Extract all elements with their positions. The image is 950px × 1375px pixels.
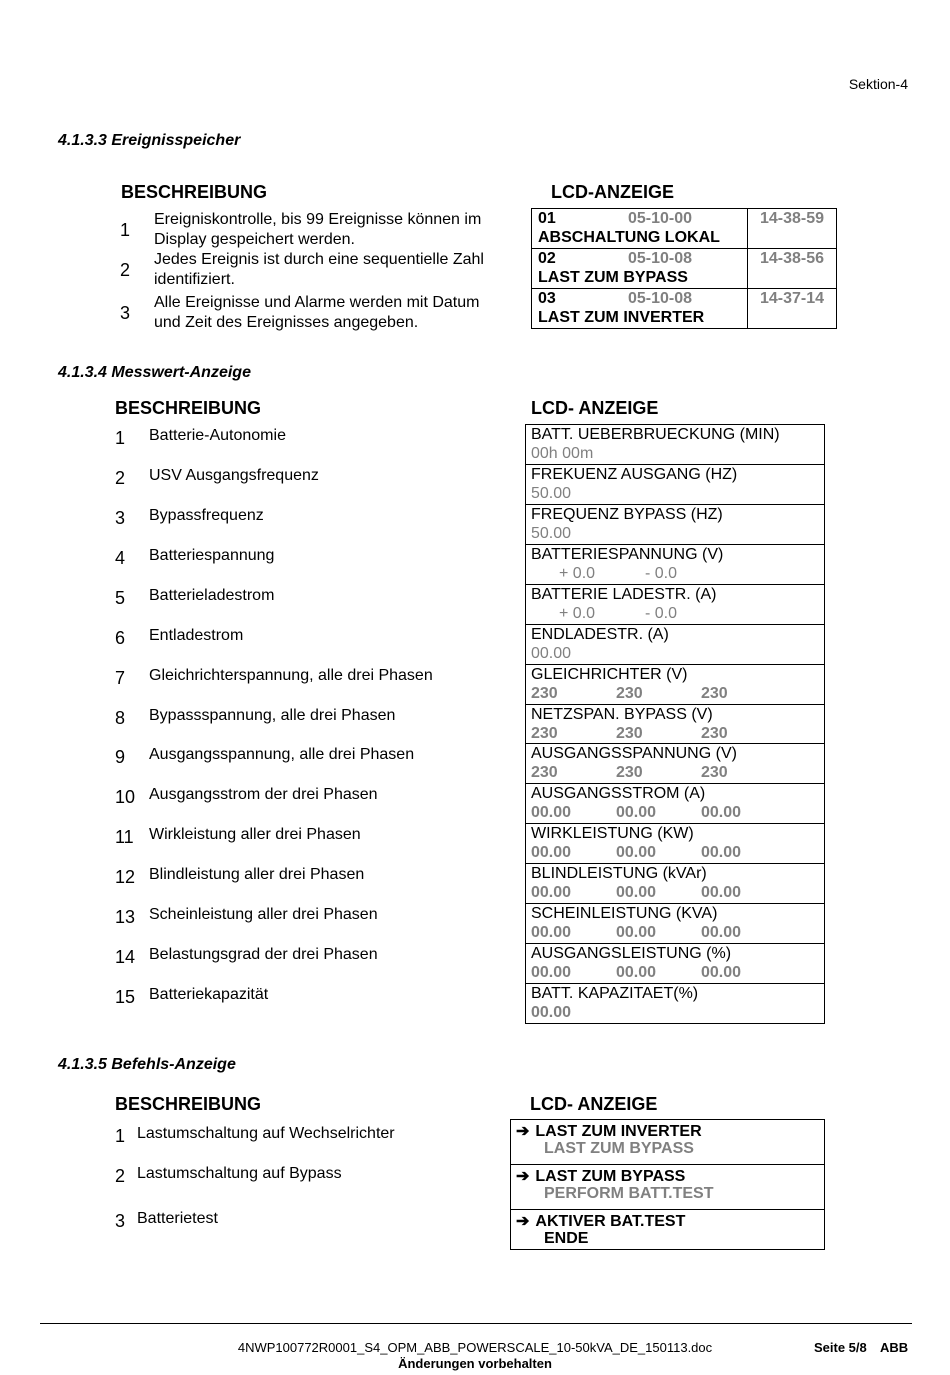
messwert-lcd-box (525, 983, 825, 1024)
messwert-item-description: Scheinleistung aller drei Phasen (149, 906, 378, 924)
ereignis-item-line2: Display gespeichert werden. (154, 231, 355, 248)
messwert-item-number: 12 (115, 867, 136, 888)
befehl-description-list (115, 1124, 505, 1264)
befehl-item-description: Batterietest (137, 1210, 218, 1227)
messwert-lcd-value: 230 (531, 684, 558, 702)
messwert-lcd-value: 00.00 (701, 844, 742, 862)
befehl-lcd-line1 (516, 1121, 702, 1141)
arrow-right-icon: ➔ (516, 1213, 530, 1230)
messwert-item-number: 10 (115, 787, 136, 808)
messwert-lcd-box (525, 424, 825, 464)
messwert-lcd-value: 00h 00m (531, 445, 594, 462)
messwert-item-number: 8 (115, 707, 126, 728)
befehl-lcd-line2: PERFORM BATT.TEST (544, 1185, 714, 1202)
messwert-lcd-value: 50.00 (531, 484, 572, 502)
ereignis-lcd-line1 (538, 249, 741, 268)
befehl-item-number: 3 (115, 1211, 126, 1231)
messwert-lcd-value: 00.00 (701, 924, 742, 942)
befehl-lcd-box (510, 1164, 825, 1209)
messwert-lcd-value: 230 (701, 724, 728, 742)
ereignis-lcd-date: 05-10-08 (628, 290, 693, 307)
messwert-item-description: Gleichrichterspannung, alle drei Phasen (149, 666, 433, 684)
messwert-lcd-value: 00.00 (531, 884, 572, 902)
messwert-item-description: Blindleistung aller drei Phasen (149, 866, 365, 884)
messwert-lcd-value: 00.00 (616, 924, 657, 942)
befehl-lcd-line2: LAST ZUM BYPASS (544, 1140, 694, 1157)
befehl-item-description: Lastumschaltung auf Bypass (137, 1165, 342, 1182)
messwert-item (115, 945, 505, 985)
ereignis-item-line1: Jedes Ereignis ist durch eine sequentielle Zahl (154, 251, 484, 268)
messwert-item-description: Batterieladestrom (149, 586, 275, 604)
messwert-item (115, 666, 505, 706)
messwert-item-description: Ausgangsspannung, alle drei Phasen (149, 746, 415, 764)
messwert-lcd-box (525, 664, 825, 704)
befehl-item-number: 1 (115, 1126, 126, 1146)
messwert-item-number: 6 (115, 627, 126, 648)
befehl-lcd-command: LAST ZUM INVERTER (535, 1123, 702, 1140)
ereignis-item-line2: und Zeit des Ereignisses angegeben. (154, 314, 419, 331)
messwert-item (115, 745, 505, 785)
ereignis-lcd-time: 14-37-14 (748, 289, 837, 329)
arrow-right-icon: ➔ (516, 1168, 530, 1185)
messwert-lcd-value: 00.00 (616, 804, 657, 822)
messwert-lcd-title: BLINDLEISTUNG (kVAr) (531, 865, 707, 883)
messwert-lcd-value: - 0.0 (645, 604, 678, 622)
befehl-lcd-line1 (516, 1211, 685, 1231)
messwert-item (115, 825, 505, 865)
ereignis-item (118, 250, 513, 290)
messwert-lcd-value: 00.00 (531, 844, 572, 862)
messwert-lcd-box (525, 704, 825, 744)
messwert-lcd-title: GLEICHRICHTER (V) (531, 665, 688, 683)
ereignis-lcd-main-cell (532, 209, 748, 249)
messwert-lcd-value: 00.00 (701, 804, 742, 822)
messwert-item-number: 11 (115, 827, 134, 848)
messwert-item (115, 706, 505, 746)
ereignis-item-line2: identifiziert. (154, 271, 235, 288)
messwert-lcd-box (525, 544, 825, 584)
ereignis-item-number: 1 (120, 220, 131, 240)
messwert-lcd-value: 00.00 (531, 644, 572, 662)
ereignis-lcd-table (531, 208, 837, 329)
ereignis-col-description: BESCHREIBUNG (121, 182, 268, 202)
footer-doc-name: 4NWP100772R0001_S4_OPM_ABB_POWERSCALE_10-50kVA_DE_150113.doc (237, 1340, 713, 1355)
messwert-lcd-title: BATT. UEBERBRUECKUNG (MIN) (531, 426, 780, 443)
befehl-lcd-box (510, 1119, 825, 1164)
messwert-item-description: Bypassspannung, alle drei Phasen (149, 706, 396, 724)
messwert-item (115, 466, 505, 506)
ereignis-lcd-line1 (538, 289, 741, 308)
messwert-lcd-title: FREKUENZ AUSGANG (HZ) (531, 465, 738, 483)
ereignis-lcd-time: 14-38-56 (748, 249, 837, 289)
messwert-lcd-title: AUSGANGSSPANNUNG (V) (531, 745, 737, 763)
messwert-lcd-value: 00.00 (531, 924, 572, 942)
ereignis-lcd-row (532, 249, 837, 289)
messwert-item-description: Ausgangsstrom der drei Phasen (149, 786, 378, 804)
ereignis-lcd-line1 (538, 209, 741, 228)
messwert-item-description: Bypassfrequenz (149, 506, 264, 524)
ereignis-item-line1: Ereigniskontrolle, bis 99 Ereignisse können im (154, 211, 482, 228)
messwert-item-description: USV Ausgangsfrequenz (149, 466, 319, 484)
footer-page: Seite 5/8 (814, 1340, 867, 1355)
befehl-col-lcd: LCD- ANZEIGE (530, 1094, 658, 1114)
messwert-lcd-title: BATT. KAPAZITAET(%) (531, 985, 699, 1003)
ereignis-lcd-time: 14-38-59 (748, 209, 837, 249)
messwert-lcd-value: 00.00 (616, 964, 657, 982)
ereignis-item-text (154, 250, 484, 290)
footer-divider (40, 1323, 912, 1324)
messwert-lcd-value: 230 (701, 684, 728, 702)
ereignis-lcd-text: LAST ZUM INVERTER (538, 309, 705, 326)
messwert-lcd-value: 230 (531, 764, 558, 782)
messwert-lcd-title: AUSGANGSSTROM (A) (531, 785, 706, 803)
messwert-lcd-value: + 0.0 (559, 564, 596, 582)
messwert-lcd-title: AUSGANGSLEISTUNG (%) (531, 945, 732, 963)
ereignis-item-number: 2 (120, 260, 131, 280)
heading-befehls-anzeige: 4.1.3.5 Befehls-Anzeige (58, 1056, 236, 1073)
ereignis-description-list (118, 210, 513, 335)
messwert-lcd-box (525, 823, 825, 863)
befehl-lcd-box (510, 1209, 825, 1250)
befehl-col-description: BESCHREIBUNG (115, 1094, 262, 1114)
messwert-lcd-value: 00.00 (531, 804, 572, 822)
messwert-item-description: Batteriespannung (149, 546, 275, 564)
ereignis-lcd-row (532, 209, 837, 249)
ereignis-item (118, 293, 513, 333)
messwert-item (115, 586, 505, 626)
messwert-item-description: Batteriekapazität (149, 986, 269, 1004)
messwert-lcd-box (525, 863, 825, 903)
messwert-lcd-title: SCHEINLEISTUNG (KVA) (531, 905, 718, 923)
messwert-col-description: BESCHREIBUNG (115, 398, 262, 418)
messwert-lcd-value: 00.00 (531, 1004, 572, 1022)
messwert-col-lcd: LCD- ANZEIGE (531, 398, 659, 418)
messwert-lcd-title: WIRKLEISTUNG (KW) (531, 825, 694, 843)
messwert-lcd-box (525, 464, 825, 504)
messwert-lcd-value: 230 (701, 764, 728, 782)
footer-brand: ABB (880, 1340, 909, 1355)
messwert-item (115, 626, 505, 666)
messwert-lcd-box (525, 584, 825, 624)
messwert-item-number: 3 (115, 507, 126, 528)
messwert-lcd-value: 00.00 (701, 964, 742, 982)
messwert-item-number: 5 (115, 587, 126, 608)
messwert-lcd-box (525, 624, 825, 664)
ereignis-lcd-main-cell (532, 289, 748, 329)
messwert-item (115, 426, 505, 466)
messwert-item (115, 985, 505, 1025)
messwert-lcd-title: BATTERIE LADESTR. (A) (531, 585, 717, 603)
ereignis-lcd-date: 05-10-08 (628, 250, 693, 267)
befehl-item-description: Lastumschaltung auf Wechselrichter (137, 1125, 395, 1142)
messwert-item-number: 2 (115, 467, 126, 488)
befehl-lcd-command: AKTIVER BAT.TEST (535, 1213, 686, 1230)
messwert-lcd-value: 230 (531, 724, 558, 742)
messwert-lcd-value: - 0.0 (645, 564, 678, 582)
messwert-lcd-value: 230 (616, 684, 643, 702)
messwert-lcd-title: FREQUENZ BYPASS (HZ) (531, 505, 723, 523)
messwert-lcd-title: BATTERIESPANNUNG (V) (531, 545, 724, 563)
messwert-item (115, 905, 505, 945)
messwert-lcd-value: + 0.0 (559, 604, 596, 622)
messwert-lcd-title: ENDLADESTR. (A) (531, 625, 669, 643)
messwert-item-number: 13 (115, 907, 136, 928)
messwert-item-number: 9 (115, 747, 126, 768)
messwert-lcd-value: 00.00 (701, 884, 742, 902)
messwert-lcd-value: 50.00 (531, 524, 572, 542)
messwert-item-number: 14 (115, 947, 136, 968)
ereignis-item-line1: Alle Ereignisse und Alarme werden mit Datum (154, 294, 480, 311)
messwert-lcd-box (525, 903, 825, 943)
messwert-lcd-value: 00.00 (616, 884, 657, 902)
messwert-item (115, 506, 505, 546)
ereignis-lcd-text: ABSCHALTUNG LOKAL (538, 229, 720, 246)
ereignis-item-text (154, 293, 479, 333)
ereignis-lcd-id: 01 (538, 210, 556, 227)
befehl-item-number: 2 (115, 1166, 126, 1186)
messwert-lcd-value: 00.00 (616, 844, 657, 862)
messwert-lcd-value: 230 (616, 724, 643, 742)
ereignis-col-lcd: LCD-ANZEIGE (551, 182, 674, 202)
befehl-lcd-command: LAST ZUM BYPASS (535, 1168, 686, 1185)
messwert-lcd-title: NETZSPAN. BYPASS (V) (531, 705, 713, 723)
messwert-description-list (115, 424, 505, 1024)
ereignis-item (118, 210, 513, 250)
ereignis-lcd-main-cell (532, 249, 748, 289)
messwert-item-description: Entladestrom (149, 626, 244, 644)
befehl-lcd-line1 (516, 1166, 685, 1186)
messwert-lcd-value: 00.00 (531, 964, 572, 982)
messwert-item-number: 4 (115, 547, 126, 568)
messwert-item-description: Belastungsgrad der drei Phasen (149, 946, 378, 964)
messwert-lcd-value: 230 (616, 764, 643, 782)
messwert-lcd-box (525, 783, 825, 823)
messwert-lcd-box (525, 743, 825, 783)
ereignis-lcd-id: 03 (538, 290, 556, 307)
ereignis-item-number: 3 (120, 303, 131, 323)
section-label: Sektion-4 (848, 76, 908, 92)
messwert-item-number: 1 (115, 428, 126, 448)
messwert-item-number: 15 (115, 987, 136, 1008)
footer-note: Änderungen vorbehalten (398, 1356, 552, 1371)
ereignis-item-text (154, 210, 481, 250)
ereignis-lcd-id: 02 (538, 250, 556, 267)
messwert-lcd-box (525, 943, 825, 983)
messwert-item-description: Wirkleistung aller drei Phasen (149, 826, 361, 844)
ereignis-lcd-date: 05-10-00 (628, 210, 693, 227)
arrow-right-icon: ➔ (516, 1123, 530, 1140)
heading-messwert-anzeige: 4.1.3.4 Messwert-Anzeige (58, 364, 251, 381)
messwert-item (115, 546, 505, 586)
messwert-item (115, 865, 505, 905)
befehl-lcd-line2: ENDE (544, 1230, 589, 1247)
ereignis-lcd-row (532, 289, 837, 329)
heading-ereignisspeicher: 4.1.3.3 Ereignisspeicher (58, 132, 241, 149)
messwert-item (115, 785, 505, 825)
messwert-item-description: Batterie-Autonomie (149, 427, 286, 444)
ereignis-lcd-text: LAST ZUM BYPASS (538, 269, 688, 286)
messwert-item-number: 7 (115, 667, 126, 688)
messwert-lcd-box (525, 504, 825, 544)
